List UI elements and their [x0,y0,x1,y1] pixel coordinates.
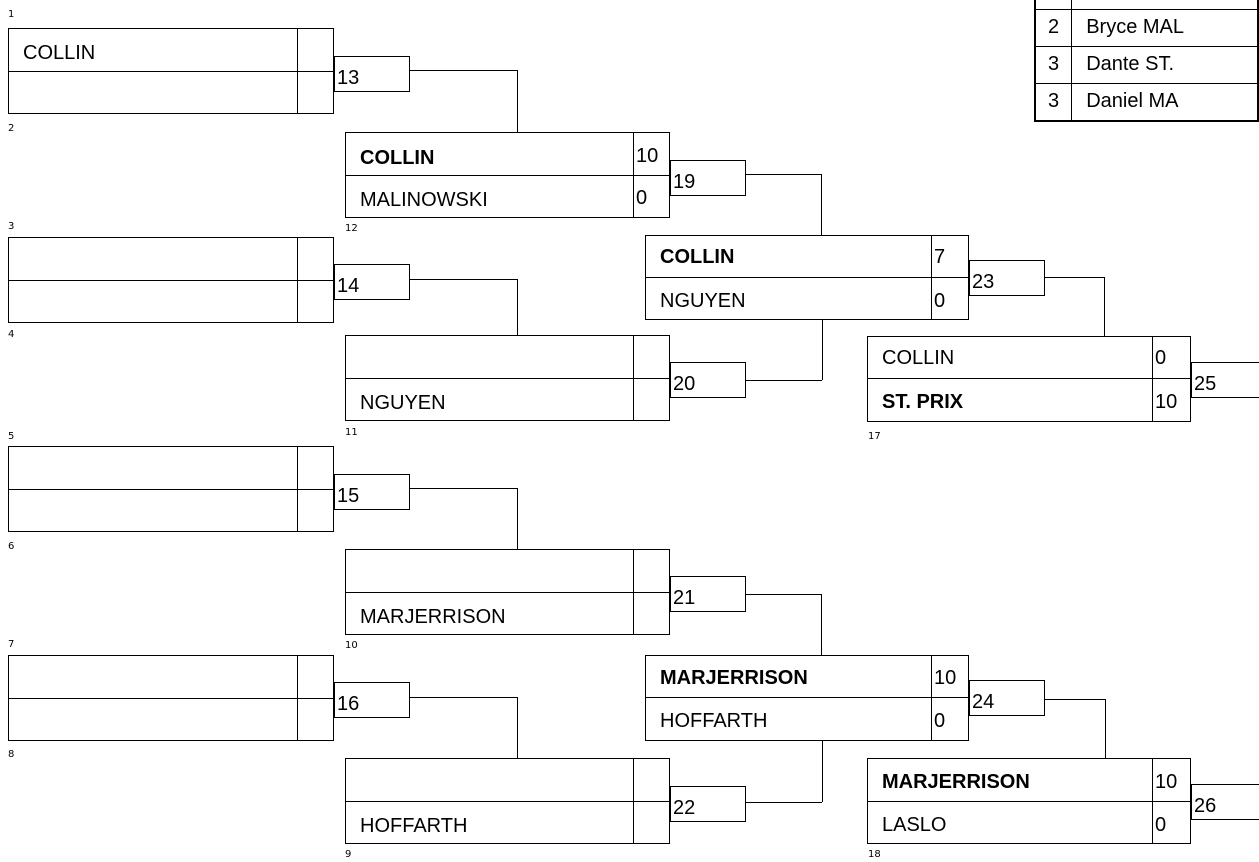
bracket-line [517,70,518,132]
ranking-place: 3 [1035,83,1072,121]
competitor-name: ST. PRIX [882,391,964,413]
score: 10 [1155,771,1178,793]
seed-number: 8 [8,749,15,760]
bracket-label: 11 [345,427,358,438]
score: 10 [636,145,659,167]
ranking-place [1035,0,1072,9]
score: 7 [934,246,946,268]
ranking-place: 3 [1035,46,1072,83]
round2-match-4 [345,758,670,844]
match-number: 16 [337,693,360,715]
bracket-line [1045,277,1104,278]
score: 10 [934,667,957,689]
match-number-box [334,264,410,300]
match-number: 19 [673,171,696,193]
seed-number: 4 [8,329,15,340]
round4-match-1 [867,336,1191,422]
seed-number: 1 [8,9,15,20]
seed-number: 5 [8,431,15,442]
bracket-line [410,488,517,489]
bracket-label: 17 [868,431,881,442]
bracket-line [410,697,517,698]
rankings-table [1034,0,1259,122]
match-number-box [334,682,410,718]
ranking-name [1072,0,1258,9]
seed-number: 6 [8,541,15,552]
match-number-box [1191,362,1259,398]
match-number: 21 [673,587,696,609]
bracket-line [1045,699,1105,700]
ranking-name: Bryce MAL [1072,9,1258,46]
bracket-label: 12 [345,223,358,234]
score: 0 [636,187,648,209]
match-number-box [670,160,746,196]
match-number: 15 [337,485,360,507]
bracket-line [822,741,823,802]
bracket-line [746,802,822,803]
seed-number: 3 [8,221,15,232]
seed-number: 2 [8,123,15,134]
ranking-place: 2 [1035,9,1072,46]
ranking-row [1035,83,1258,121]
bracket-label: 9 [345,849,352,860]
match-number: 23 [972,271,995,293]
round3-match-1 [645,235,969,320]
score: 0 [934,290,946,312]
bracket-line [410,70,517,71]
bracket-line [517,279,518,335]
match-number-box [1191,784,1259,820]
match-number: 13 [337,67,360,89]
score: 0 [1155,814,1167,836]
match-number: 24 [972,691,995,713]
competitor-name: COLLIN [23,42,96,64]
bracket-line [746,174,821,175]
competitor-name: HOFFARTH [360,815,468,837]
match-number-box [969,680,1045,716]
bracket-line [410,279,517,280]
bracket-line [517,488,518,549]
competitor-name: NGUYEN [660,290,746,312]
bracket-line [517,697,518,758]
round2-match-2 [345,335,670,421]
round2-match-3 [345,549,670,635]
bracket-line [822,319,823,380]
seed-number: 7 [8,639,15,650]
competitor-name: MALINOWSKI [360,189,488,211]
competitor-name: NGUYEN [360,392,446,414]
match-number: 26 [1194,795,1217,817]
round4-match-2 [867,758,1191,844]
ranking-name: Daniel MA [1072,83,1258,121]
competitor-name: HOFFARTH [660,710,768,732]
score: 0 [1155,347,1167,369]
match-number: 20 [673,373,696,395]
ranking-row [1035,9,1258,46]
bracket-line [821,174,822,235]
score: 0 [934,710,946,732]
bracket-line [746,594,821,595]
match-number: 25 [1194,373,1217,395]
bracket-line [746,380,822,381]
competitor-name: COLLIN [660,246,735,268]
round2-match-1 [345,132,670,218]
match-number: 14 [337,275,360,297]
bracket-line [1105,699,1106,758]
match-number: 22 [673,797,696,819]
match-number-box [334,56,410,92]
match-number-box [969,260,1045,296]
bracket-label: 10 [345,640,358,651]
competitor-name: COLLIN [360,147,435,169]
match-number-box [670,362,746,398]
match-number-box [334,474,410,510]
ranking-row [1035,0,1258,9]
competitor-name: COLLIN [882,347,955,369]
round1-match-3 [8,446,334,532]
bracket-label: 18 [868,849,881,860]
round1-match-2 [8,237,334,323]
bracket-line [821,594,822,655]
score: 10 [1155,391,1178,413]
competitor-name: MARJERRISON [882,771,1030,793]
competitor-name: MARJERRISON [360,606,506,628]
ranking-row [1035,46,1258,83]
bracket-line [1104,277,1105,336]
match-number-box [670,576,746,612]
ranking-name: Dante ST. [1072,46,1258,83]
competitor-name: MARJERRISON [660,667,808,689]
match-number-box [670,786,746,822]
round3-match-2 [645,655,969,741]
round1-match-4 [8,655,334,741]
competitor-name: LASLO [882,814,947,836]
round1-match-1 [8,28,334,114]
